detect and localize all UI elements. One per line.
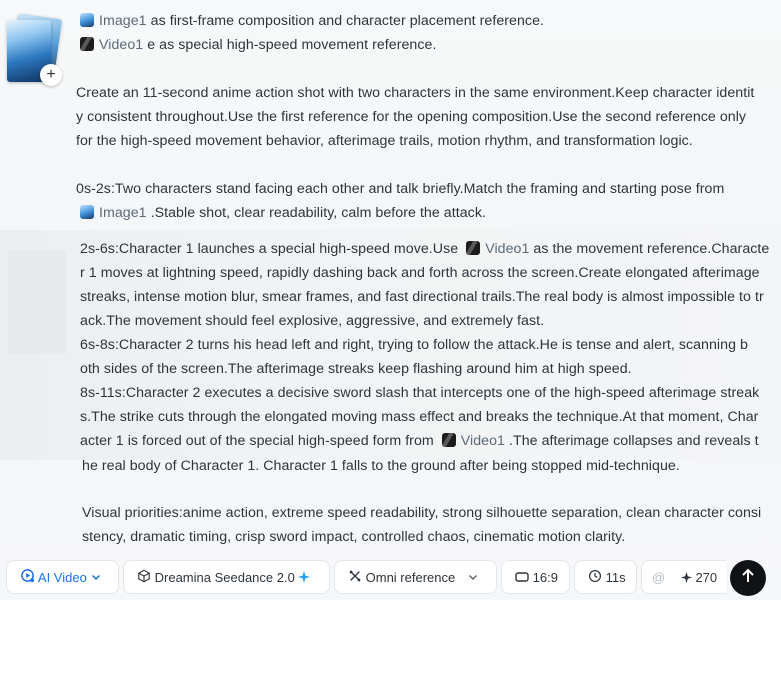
credits-count: 270: [695, 570, 718, 585]
video-reference-icon: [80, 37, 94, 51]
mode-dropdown[interactable]: AI Video: [6, 560, 119, 594]
plus-icon: +: [46, 66, 56, 83]
send-button[interactable]: [730, 560, 766, 596]
ghost-placeholder: [8, 250, 66, 354]
prompt-line: 6s-8s:Character 2 turns his head left and right, trying to follow the attack.He is tense and alert, scanning b: [80, 337, 748, 353]
prompt-line: 8s-11s:Character 2 executes a decisive sword slash that intercepts one of the high-speed afterimage streak: [80, 385, 760, 401]
prompt-line: 0s-2s:Two characters stand facing each other and talk briefly.Match the framing and starting pose from: [76, 181, 725, 197]
prompt-line: y consistent throughout.Use the first reference for the opening composition.Use the second reference only: [76, 109, 747, 125]
generation-toolbar: [6, 560, 776, 596]
sparkle-icon: [298, 562, 310, 596]
model-selector[interactable]: Dreamina Seedance 2.0: [123, 560, 330, 594]
prompt-line: Image1 as first-frame composition and character placement reference.: [80, 9, 544, 33]
image-reference-icon: [80, 13, 94, 27]
image1-reference-tag[interactable]: Image1: [80, 205, 147, 221]
prompt-line: he real body of Character 1. Character 1 falls to the ground after being stopped mid-technique.: [82, 458, 680, 474]
prompt-line: r 1 moves at lightning speed, rapidly dashing back and forth across the screen.Create elongated afterimage: [80, 265, 760, 281]
omni-reference-icon: [348, 562, 362, 596]
video1-reference-tag[interactable]: Video1: [442, 433, 505, 449]
ai-video-icon: [20, 562, 35, 596]
mention-button[interactable]: @: [652, 570, 666, 585]
mention-and-credits[interactable]: [641, 560, 726, 594]
arrow-up-icon: [740, 566, 756, 587]
aspect-ratio-button[interactable]: 16:9: [501, 560, 570, 594]
aspect-ratio-icon: [515, 562, 529, 596]
chevron-down-icon: [90, 562, 102, 596]
clock-icon: [588, 562, 602, 596]
add-reference-button[interactable]: [40, 64, 62, 86]
image1-reference-tag[interactable]: Image1: [80, 13, 147, 29]
prompt-line: Image1 .Stable shot, clear readability, calm before the attack.: [80, 201, 486, 225]
chevron-down-icon: [467, 562, 479, 596]
prompt-line: Visual priorities:anime action, extreme speed readability, strong silhouette separation, clean character consi: [82, 505, 762, 521]
video1-reference-tag[interactable]: Video1: [80, 37, 143, 53]
video-reference-icon: [466, 241, 480, 255]
video-reference-icon: [442, 433, 456, 447]
reference-thumbnail-stack[interactable]: [4, 14, 64, 86]
prompt-line: acter 1 is forced out of the special high-speed form from Video1 .The afterimage collapses and reveals t: [80, 433, 759, 449]
cube-icon: [137, 562, 151, 596]
prompt-line: Video1 e as special high-speed movement reference.: [80, 33, 436, 57]
prompt-line: Create an 11-second anime action shot with two characters in the same environment.Keep character identit: [76, 85, 755, 101]
prompt-line: s.The strike cuts through the elongated moving mass effect and breaks the technique.At that moment, Char: [80, 409, 759, 425]
credits-sparkle-icon: [681, 562, 692, 596]
image-reference-icon: [80, 205, 94, 219]
prompt-line: oth sides of the screen.The afterimage streaks keep flashing around him at high speed.: [80, 361, 632, 377]
prompt-line: stency, dramatic timing, crisp sword impact, controlled chaos, cinematic motion clarity.: [82, 529, 626, 545]
video1-reference-tag[interactable]: Video1: [466, 241, 529, 257]
reference-mode-dropdown[interactable]: Omni reference: [334, 560, 497, 594]
prompt-line: for the high-speed movement behavior, afterimage trails, motion rhythm, and transformation logic.: [76, 133, 693, 149]
duration-button[interactable]: 11s: [574, 560, 637, 594]
prompt-line: streaks, intense motion blur, smear frames, and fast directional trails.The real body is almost impossible to tr: [80, 289, 764, 305]
prompt-line: ack.The movement should feel explosive, aggressive, and extremely fast.: [80, 313, 545, 329]
prompt-line: 2s-6s:Character 1 launches a special high-speed move.Use Video1 as the movement reference.Characte: [80, 241, 770, 257]
